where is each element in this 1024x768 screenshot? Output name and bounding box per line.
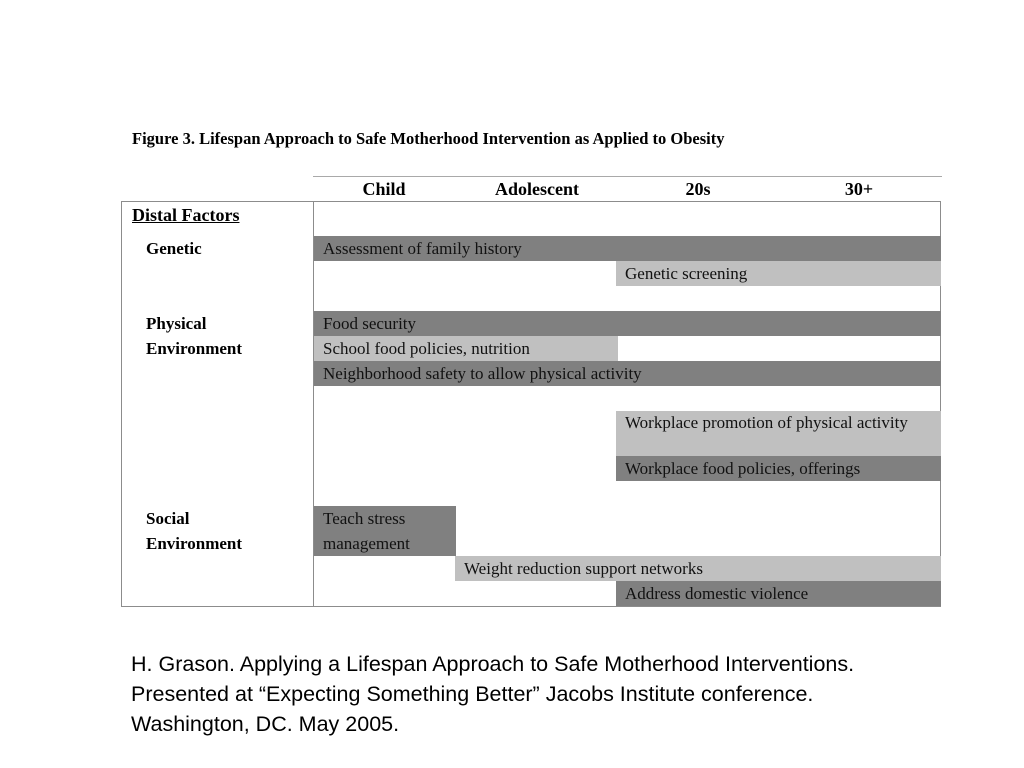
section-header-distal-factors: Distal Factors [132, 205, 240, 225]
row-label-genetic: Genetic [146, 239, 202, 258]
bar-assessment-family-history: Assessment of family history [314, 236, 941, 261]
row-label-physical: Physical [146, 314, 207, 333]
bar-weight-reduction-support: Weight reduction support networks [455, 556, 941, 581]
bar-genetic-screening: Genetic screening [616, 261, 941, 286]
column-header-child: Child [362, 179, 406, 199]
bar-teach-stress-management: Teach stress management [314, 506, 456, 556]
column-header-adolescent: Adolescent [495, 179, 579, 199]
bar-workplace-promotion: Workplace promotion of physical activity [616, 411, 941, 456]
citation-text: H. Grason. Applying a Lifespan Approach to Safe Motherhood Interventions. Presented at “Expecting Something Better” Jacobs Institute conference. Washington, DC. May 2005. [131, 652, 855, 736]
column-header-20s: 20s [685, 179, 711, 199]
header-rule [313, 176, 942, 177]
row-label-social-environment: Environment [146, 534, 243, 553]
bar-neighborhood-safety: Neighborhood safety to allow physical activity [314, 361, 941, 386]
bar-address-domestic-violence: Address domestic violence [616, 581, 941, 606]
row-label-physical-environment: Environment [146, 339, 243, 358]
figure-title: Figure 3. Lifespan Approach to Safe Motherhood Intervention as Applied to Obesity [132, 129, 725, 148]
row-label-social: Social [146, 509, 190, 528]
bar-food-security: Food security [314, 311, 941, 336]
bar-school-food-policies: School food policies, nutrition [314, 336, 618, 361]
bar-workplace-food-policies: Workplace food policies, offerings [616, 456, 941, 481]
column-header-30plus: 30+ [844, 179, 874, 199]
